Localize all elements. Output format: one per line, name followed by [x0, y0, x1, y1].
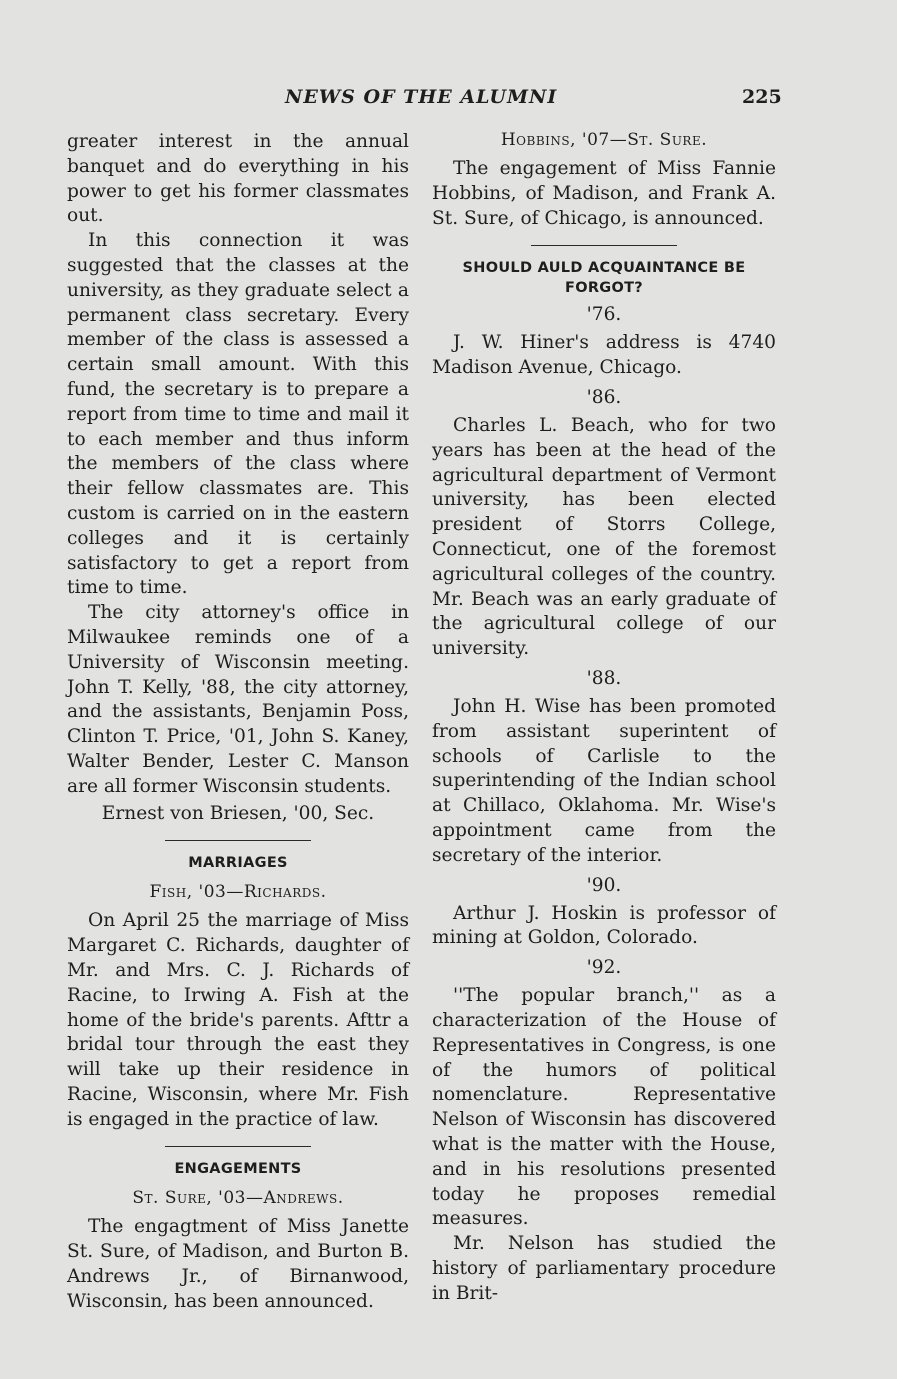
section-divider: [165, 1146, 311, 1147]
paragraph: John H. Wise has been promoted from assistant superintent of schools of Carlisle to the superintending of the Indian school at Chillaco, Oklahoma. Mr. Wise's appointment came from the secretary of the interior.: [432, 695, 776, 866]
section-heading-auld-acquaintance: SHOULD AULD ACQUAINTANCE BE FORGOT?: [462, 260, 746, 297]
paragraph: The engagement of Miss Fannie Hobbins, of Madison, and Frank A. St. Sure, of Chicago, is announced.: [432, 158, 776, 229]
paragraph: On April 25 the marriage of Miss Margaret C. Richards, daughter of Mr. and Mrs. C. J. Richards of Racine, to Irwing A. Fish at the home of the bride's parents. Afttr a bridal tour through the east they will take up their residence in Racine, Wisconsin, where Mr. Fish is engaged in the practice of law.: [67, 910, 409, 1130]
right-column: [432, 130, 776, 1306]
page-number: 225: [742, 86, 782, 108]
signature: Ernest von Briesen, '00, Sec.: [101, 802, 375, 824]
paragraph: The engagtment of Miss Janette St. Sure, of Madison, and Burton B. Andrews Jr., of Birnanwood, Wisconsin, has been announced.: [67, 1216, 409, 1312]
paragraph: Arthur J. Hoskin is professor of mining at Goldon, Colorado.: [432, 902, 776, 949]
section-divider: [165, 840, 311, 841]
paragraph: J. W. Hiner's address is 4740 Madison Avenue, Chicago.: [432, 332, 776, 379]
paragraph: ''The popular branch,'' as a characterization of the House of Representatives in Congress, is one of the humors of political nomenclature. Representative Nelson of Wisconsin has discovered what is the matter with the House, and in his resolutions presented today he proposes remedial measures.: [432, 985, 776, 1230]
paragraph: In this connection it was suggested that the classes at the university, as they graduate select a permanent class secretary. Every member of the class is assessed a certain small amount. With this fund, the secretary is to prepare a report from time to time and mail it to each member and thus inform the members of the class where their fellow classmates are. This custom is carried on in the eastern colleges and it is certainly satisfactory to get a report from time to time.: [67, 230, 409, 599]
section-heading-marriages: MARRIAGES: [188, 855, 288, 872]
engagement-subheading: St. Sure, '03—Andrews.: [132, 1188, 344, 1209]
paragraph: The city attorney's office in Milwaukee reminds one of a University of Wisconsin meeting. John T. Kelly, '88, the city attorney, and the assistants, Benjamin Poss, Clinton T. Price, '01, John S. Kaney, Walter Bender, Lester C. Manson are all former Wisconsin students.: [67, 602, 409, 797]
marriage-subheading: Fish, '03—Richards.: [149, 882, 327, 903]
running-header: NEWS OF THE ALUMNI: [285, 86, 558, 108]
class-year: '86.: [586, 386, 622, 408]
class-year: '92.: [586, 957, 622, 979]
engagement-subheading: Hobbins, '07—St. Sure.: [500, 130, 708, 150]
class-year: '90.: [586, 874, 622, 896]
paragraph: greater interest in the annual banquet and do everything in his power to get his former classmates out.: [67, 131, 409, 227]
left-column: [67, 130, 409, 1315]
paragraph: Mr. Nelson has studied the history of parliamentary procedure in Brit-: [432, 1233, 776, 1304]
paragraph: Charles L. Beach, who for two years has been at the head of the agricultural department of Vermont university, has been elected president of Storrs College, Connecticut, one of the foremost agricultural colleges of the country. Mr. Beach was an early graduate of the agricultural college of our university.: [432, 414, 776, 660]
section-heading-engagements: ENGAGEMENTS: [174, 1161, 302, 1178]
class-year: '76.: [586, 304, 622, 326]
section-divider: [531, 245, 677, 246]
class-year: '88.: [586, 667, 622, 689]
